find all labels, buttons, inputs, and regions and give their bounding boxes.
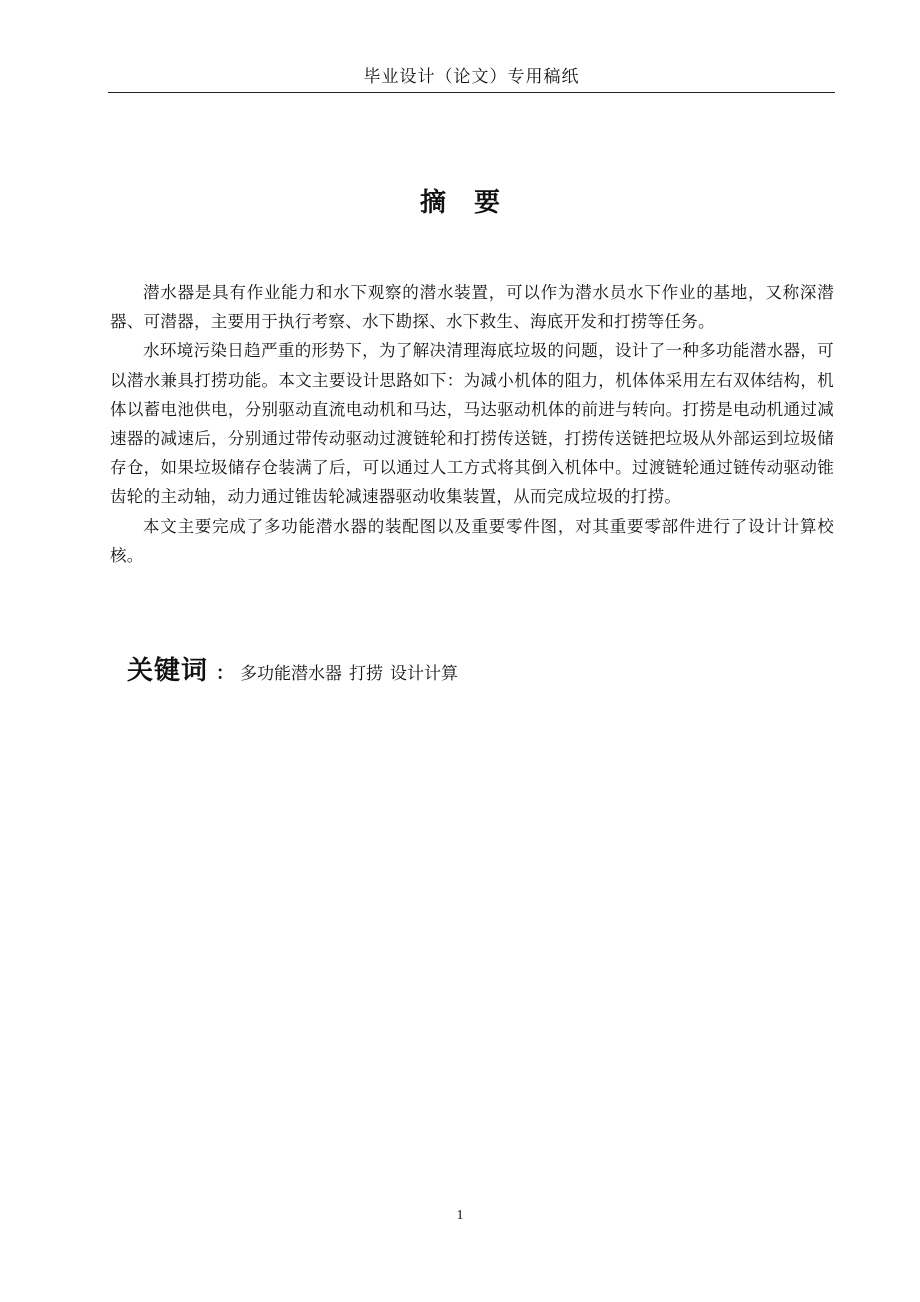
keyword-item: 设计计算 <box>390 664 459 684</box>
page-number: 1 <box>456 1208 464 1223</box>
page-header <box>108 62 835 93</box>
keyword-item: 多功能潜水器 <box>240 664 343 684</box>
keywords-colon: ： <box>216 663 235 684</box>
abstract-title: 摘要 <box>419 188 528 218</box>
header-title: 毕业设计（论文）专用稿纸 <box>363 67 580 87</box>
abstract-paragraph: 水环境污染日趋严重的形势下，为了解决清理海底垃圾的问题，设计了一种多功能潜水器，可以潜水兼具打捞功能。本文主要设计思路如下：为减小机体的阻力，机体体采用左右双体结构，机体以蓄电池供电，分别驱动直流电动机和马达，马达驱动机体的前进与转向。打捞是电动机通过减速器的减速后，分别通过带传动驱动过渡链轮和打捞传送链，打捞传送链把垃圾从外部运到垃圾储存仓，如果垃圾储存仓装满了后，可以通过人工方式将其倒入机体中。过渡链轮通过链传动驱动锥齿轮的主动轴，动力通过锥齿轮减速器驱动收集装置，从而完成垃圾的打捞。 <box>110 341 834 507</box>
abstract-body <box>110 278 834 570</box>
keyword-item: 打捞 <box>349 664 384 684</box>
abstract-paragraph: 潜水器是具有作业能力和水下观察的潜水装置，可以作为潜水员水下作业的基地，又称深潜器、可潜器，主要用于执行考察、水下勘探、水下救生、海底开发和打捞等任务。 <box>110 283 834 332</box>
keywords-label: 关键词 <box>127 656 209 686</box>
keywords-line <box>127 650 827 687</box>
abstract-paragraph: 本文主要完成了多功能潜水器的装配图以及重要零件图，对其重要零部件进行了设计计算校核。 <box>110 516 834 565</box>
